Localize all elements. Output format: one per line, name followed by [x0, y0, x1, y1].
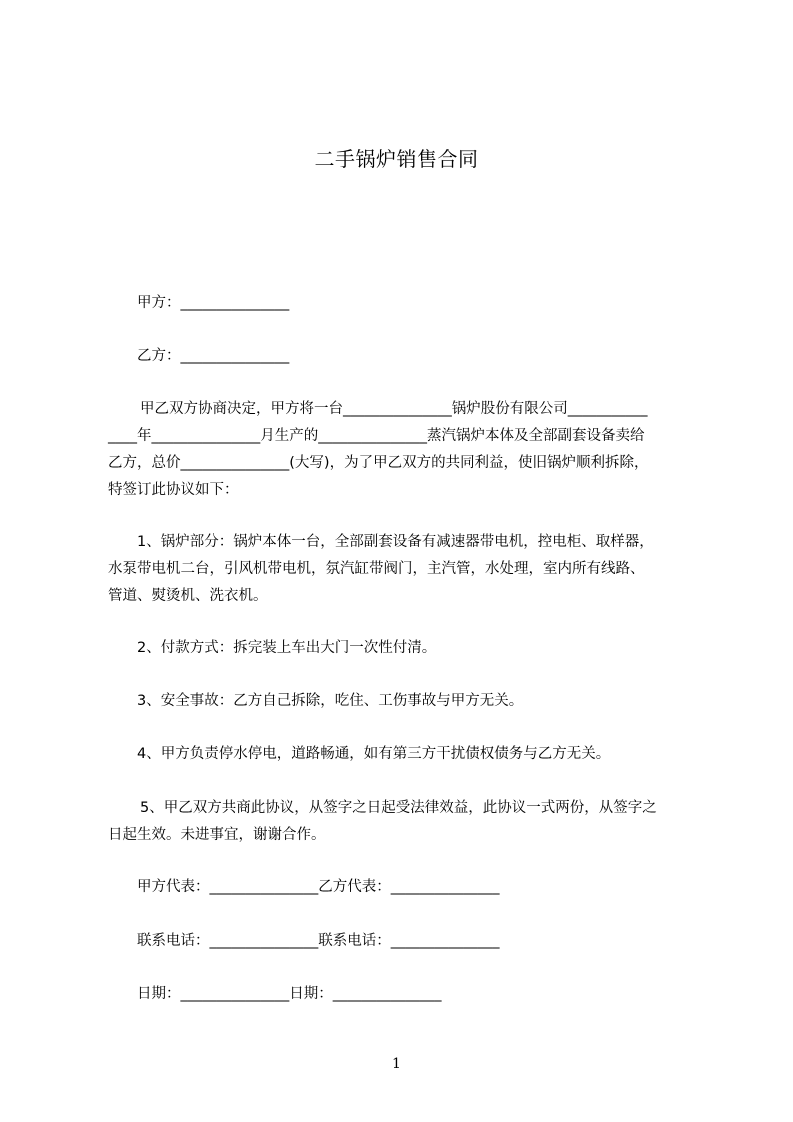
- clause-5-line-2: 日起生效。未进事宜，谢谢合作。: [108, 827, 326, 843]
- intro-line-4: 特签订此协议如下：: [108, 482, 239, 498]
- clause-1-line-3: 管道、熨烫机、洗衣机。: [108, 588, 268, 604]
- party-b-line: 乙方：_______________: [137, 348, 290, 364]
- clause-1-line-1: 1、锅炉部分：锅炉本体一台，全部副套设备有减速器带电机，控电柜、取样器，: [137, 534, 654, 550]
- clause-4: 4、甲方负责停水停电，道路畅通，如有第三方干扰债权债务与乙方无关。: [137, 746, 611, 762]
- intro-line-3: 乙方，总价_______________(大写)，为了甲乙双方的共同利益，使旧锅炉顺利拆除，: [108, 455, 649, 471]
- clause-3: 3、安全事故：乙方自己拆除，吃住、工伤事故与甲方无关。: [137, 693, 524, 709]
- intro-line-2: ____年_______________月生产的_______________蒸汽锅炉本体及全部副套设备卖给: [108, 428, 645, 444]
- phones-line: 联系电话：_______________联系电话：_______________: [137, 933, 500, 949]
- representatives-line: 甲方代表：_______________乙方代表：_______________: [137, 879, 500, 895]
- intro-line-1: 甲乙双方协商决定，甲方将一台_______________锅炉股份有限公司___________: [140, 401, 648, 417]
- clause-5-line-1: 5、甲乙双方共商此协议，从签字之日起受法律效益，此协议一式两份，从签字之: [140, 800, 657, 816]
- clause-1-line-2: 水泵带电机二台，引风机带电机，氛汽缸带阀门，主汽管，水处理，室内所有线路、: [108, 561, 645, 577]
- dates-line: 日期：_______________日期：_______________: [137, 986, 442, 1002]
- clause-2: 2、付款方式：拆完装上车出大门一次性付清。: [137, 640, 437, 656]
- party-a-line: 甲方：_______________: [137, 295, 290, 311]
- page-number: 1: [392, 1056, 401, 1072]
- page-title: 二手锅炉销售合同: [314, 147, 479, 171]
